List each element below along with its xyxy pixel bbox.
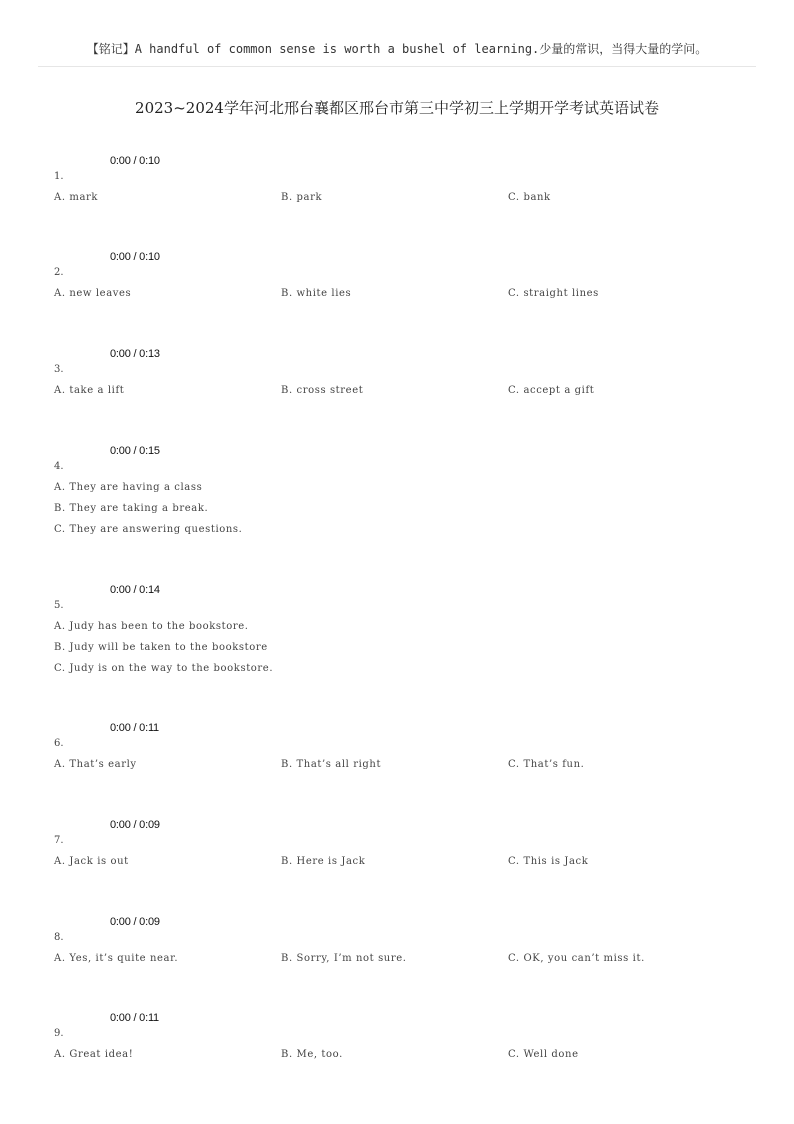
audio-player-time[interactable]: 0:00 / 0:13 <box>110 348 160 360</box>
question-number: 6. <box>54 738 64 749</box>
question-number: 1. <box>54 171 64 182</box>
question-number: 5. <box>54 600 64 611</box>
audio-player-time[interactable]: 0:00 / 0:10 <box>110 251 160 263</box>
option-a: A. Judy has been to the bookstore. <box>54 621 249 632</box>
audio-player-time[interactable]: 0:00 / 0:14 <box>110 584 160 596</box>
option-a: A. Jack is out <box>54 856 129 867</box>
option-b: B. cross street <box>281 385 364 396</box>
audio-player-time[interactable]: 0:00 / 0:11 <box>110 1012 159 1024</box>
option-b: B. Me, too. <box>281 1049 343 1060</box>
question-number: 2. <box>54 267 64 278</box>
option-b: B. park <box>281 192 323 203</box>
option-c: C. straight lines <box>508 288 599 299</box>
option-b: B. They are taking a break. <box>54 503 209 514</box>
question-number: 7. <box>54 835 64 846</box>
header-divider <box>38 66 756 67</box>
audio-player-time[interactable]: 0:00 / 0:09 <box>110 916 160 928</box>
option-a: A. mark <box>54 192 99 203</box>
option-a: A. Yes, it’s quite near. <box>54 953 179 964</box>
option-b: B. That’s all right <box>281 759 382 770</box>
audio-player-time[interactable]: 0:00 / 0:10 <box>110 155 160 167</box>
option-c: C. Judy is on the way to the bookstore. <box>54 663 274 674</box>
question-number: 4. <box>54 461 64 472</box>
question-number: 8. <box>54 932 64 943</box>
audio-player-time[interactable]: 0:00 / 0:11 <box>110 722 159 734</box>
audio-player-time[interactable]: 0:00 / 0:09 <box>110 819 160 831</box>
option-b: B. white lies <box>281 288 352 299</box>
option-a: A. new leaves <box>54 288 132 299</box>
option-a: A. Great idea! <box>54 1049 134 1060</box>
option-a: A. They are having a class <box>54 482 203 493</box>
option-b: B. Here is Jack <box>281 856 366 867</box>
question-number: 9. <box>54 1028 64 1039</box>
option-c: C. Well done <box>508 1049 579 1060</box>
option-a: A. take a lift <box>54 385 125 396</box>
option-c: C. This is Jack <box>508 856 589 867</box>
option-b: B. Sorry, I’m not sure. <box>281 953 407 964</box>
question-number: 3. <box>54 364 64 375</box>
option-c: C. bank <box>508 192 551 203</box>
option-c: C. OK, you can’t miss it. <box>508 953 645 964</box>
page-title: 2023~2024学年河北邢台襄都区邢台市第三中学初三上学期开学考试英语试卷 <box>135 99 659 117</box>
audio-player-time[interactable]: 0:00 / 0:15 <box>110 445 160 457</box>
option-c: C. accept a gift <box>508 385 595 396</box>
option-b: B. Judy will be taken to the bookstore <box>54 642 268 653</box>
option-c: C. That’s fun. <box>508 759 585 770</box>
option-a: A. That’s early <box>54 759 137 770</box>
header-motto: 【铭记】A handful of common sense is worth a bushel of learning.少量的常识，当得大量的学问。 <box>86 42 708 56</box>
option-c: C. They are answering questions. <box>54 524 243 535</box>
